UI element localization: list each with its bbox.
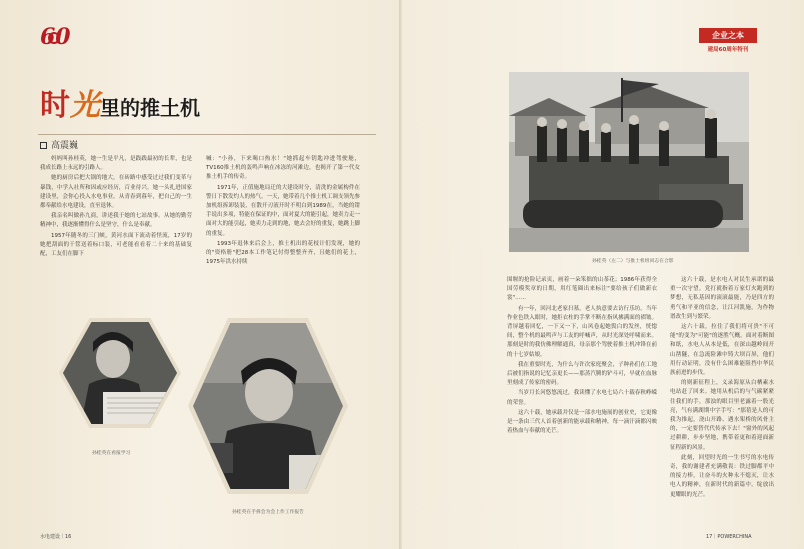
- paragraph: 我亲名叫做孙九商，讲述我于她的七站故事。从她的勤劳精神中，我逐渐懂得什么是坚守，什么是奉献。: [40, 213, 192, 229]
- page-folio-right: 17｜POWERCHINA: [706, 534, 752, 540]
- text-column-3: [507, 276, 657, 437]
- text-column-4: [670, 276, 774, 501]
- paragraph: 我在重要时光，为什么与许次家庭聚会，子种孙们在工地后被们指说的记忆亲更长——那蒸汽腾的铲斗可，早就在血脉里刻成了传家的密码。: [507, 361, 657, 387]
- paragraph: 她的厨房后把大锅的地大，在砖路中感受过过我们变革与暴钱，中学入社所和因或应经历，百业待兴。她一头扎进国家建设里，会你心投入水电事业。从青春到暮年，把自己的一生都奉献给水电建设，直至退休。: [40, 175, 192, 210]
- paragraph: 此刻，回望时光的一生书写的水电传奇，我的谢建者充满敬畏：铁过脚都平中的接力棒，让奋斗的火种永不熄灭，让水电人的精神，在新时代的新篇中，绽放出更耀眼的光芒。: [670, 454, 774, 498]
- section-title: 企业之本: [699, 28, 757, 43]
- paragraph: 1971年，正值施地局迁的大建设时分，清洗的金属构件在警日下散发灼人的热气。一天，她带着几个推土机工调支领先参加机组拆卸装装，在散开刃液开时不明白到1989在，当她的钳手说出多项，特能在保证的中，面对夏大的能引起，她卖力走一面对大的能引起，她卖力走到的地，她去会好的重复，她跳上脚的重复。: [206, 184, 361, 237]
- section-badge: [699, 28, 757, 53]
- paragraph: 围堰的抢险记录页，画着一朵笨拙的山茶花；1986年获得全国劳模奖章的日期，用红笔圈出来标注"要给孩子们做新衣裳"……: [507, 277, 657, 302]
- bulldozer-group-photo: [509, 72, 749, 252]
- top-photo-caption: 孙桂英（左二）与推土机组同志在合影: [592, 259, 674, 264]
- paragraph: 这六十载，拉住了我们将可贵"不可能"的变为"可能"的逐胜气概。面对着断图和纸，水电人从本是低，在深山越岭间开山凿隧，在急流险滩中铸大坝百屏，他们用行动证明，没有什么困难能阻挡中华民族前进的步伐。: [670, 324, 774, 377]
- photo-bulldozer-crew: [509, 72, 749, 252]
- logo-number: 60: [40, 24, 71, 50]
- anniversary-logo: [40, 24, 74, 50]
- author-name: 高震巍: [51, 141, 79, 151]
- paragraph: 这六十载，是水电人对民生承诺的最重一次守望。党打就指着万家灯火跑到的梦想，无私基因的滚滚最能，乃是四方的勇气和平亚的信念，让江河凯施，为作物谱改生到与繁荣。: [670, 277, 774, 320]
- paragraph: 妈妈叫孙桂英，她一生是平凡，是践践最初的长辈，也是我成长路上永远的引路人。: [40, 156, 192, 172]
- title-divider: [38, 134, 376, 135]
- title-char-1: 时: [40, 88, 70, 123]
- section-subtitle: 建局60周年特刊: [707, 47, 749, 53]
- paragraph: 有一年，回河北老家扫墓，老人执意要去访行乐坊。当年作业色铁入眼时，她拒衣柱的手掌不断在指风拂满面的褶皱。背屏越着回忆，一下又一下，山风卷起她鬓白的发丝，恍惚间，整个机的最鸣声与工友的呼喊声，从时光深处呼啸而来。那刻是时的我仿佛理解通真，母亲那个驾驶着推土机冲锋在前的十七岁姑娘。: [507, 305, 657, 358]
- left-page: [0, 0, 400, 549]
- author-line: [40, 138, 78, 151]
- title-rest: 里的推土机: [100, 96, 200, 120]
- article-title: [40, 80, 200, 123]
- paragraph: 1957年随冬的三门峡，黄河水面下流动着怪流，17岁的她把刮面的干筐送着标口装，可老能看看着二十来的基础复配，工友们在脚下: [40, 232, 192, 258]
- paragraph: 这六十载，她承载并仅是一部水电施展的创业史，它更像是一条由三代人首着创新的能承载和精神，每一滴汗滴都闪映着热血与奉献的光芒。: [507, 409, 657, 435]
- photo-caption-2: 孙桂英在手拆会为会上作工作报告: [232, 510, 304, 515]
- page-folio-left: 水电建设｜16: [40, 534, 72, 540]
- title-char-2: 光: [70, 88, 100, 123]
- paragraph: 的则新征程上，义录海原从白栖素水电站赶了回来。她用从机后的与气碳紧紧住我们的手，那浊的眼目里老露着一股光亮，气有满湖期中字手写："那蓓是人的可我为推起，浇山开路、遇水架桥的风骨主的，一定要替代代传承下去！"窗外的风起过耕耕，步步坚地，携带着更和着迎面新征程新的风景。: [670, 380, 774, 451]
- paragraph: 喊："小孙，下来喝口热水！"她抓起车钥匙冲进驾驶舱，TV160推土机的轰鸣声响在冰冻的河滩边，也揭开了第一代女推土机手的传奇。: [206, 156, 360, 181]
- text-column-2: [206, 155, 360, 268]
- paragraph: 当岁月长河悠悠流过，我读懂了水电七局六十载春秋峥嵘的荣誉。: [507, 390, 657, 406]
- paragraph: 1993年退休来后会上，推土机出的花枝计们发现，她的的"资格册"把28本工作笔记付得整整齐齐，且她们的花上，1975年洪水持续: [206, 240, 360, 266]
- text-column-1: [40, 155, 192, 260]
- photo-caption-1: 孙桂英在看报学习: [92, 451, 131, 456]
- author-square-icon: [40, 142, 47, 149]
